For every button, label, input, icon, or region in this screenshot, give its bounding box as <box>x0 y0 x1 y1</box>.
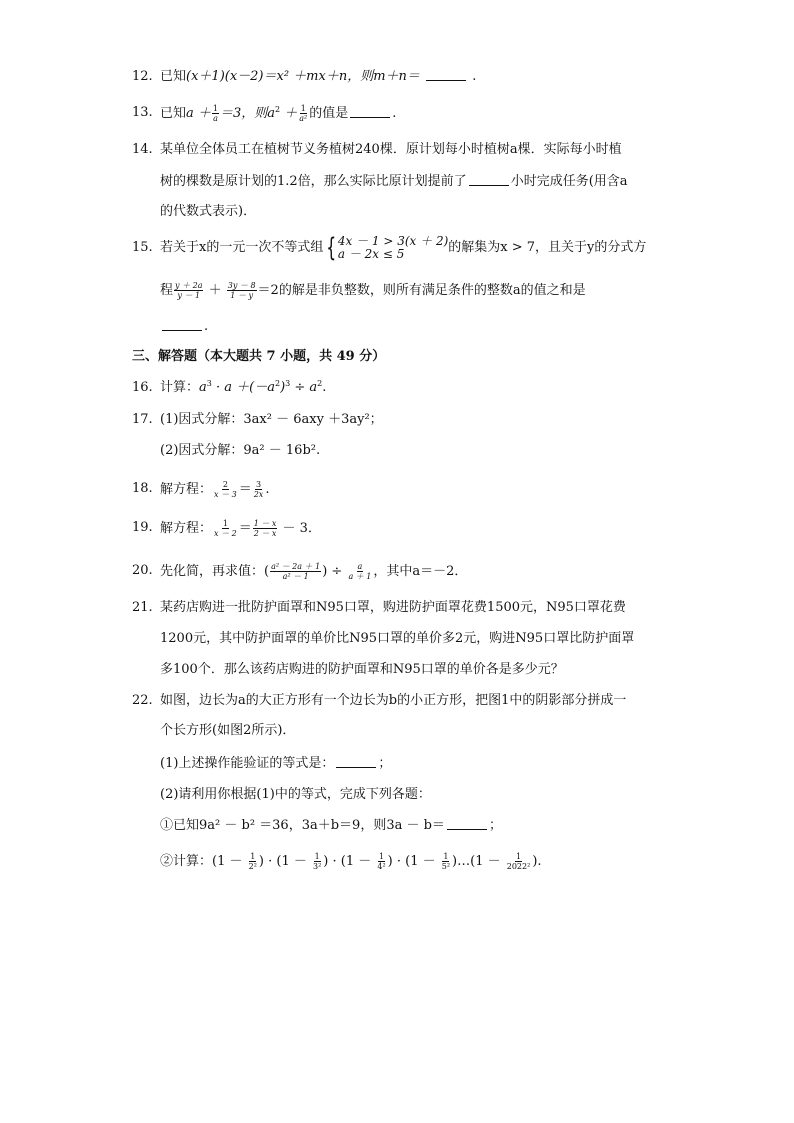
q21-line2: 1200元，其中防护面罩的单价比N95口罩的单价多2元，购进N95口罩比防护面罩 <box>160 631 635 646</box>
q12-blank <box>426 68 466 81</box>
q13-number: 13. <box>132 105 153 120</box>
q21-number: 21. <box>132 600 153 615</box>
q22-blank-2 <box>447 817 487 830</box>
q22-part1: (1)上述操作能验证的等式是： ； <box>160 756 392 771</box>
q12-number: 12. <box>132 69 153 84</box>
q20-text: 先化简，再求值：( $\frac{\text{a² － 2a ＋ 1}}{\text{a² － 1}}$ ) ÷ $\frac{a}{a + 1}$ ，其中a＝－2． <box>160 562 468 581</box>
q14-blank <box>469 173 509 186</box>
q20-number: 20. <box>132 563 153 578</box>
q14-line1: 某单位全体员工在植树节义务植树240棵．原计划每小时植树a棵．实际每小时植 <box>160 142 622 157</box>
q19-text: 解方程： $\frac{1}{x - 2}$ ＝ $\frac{1 - x}{2 - x}$ － 3． <box>160 519 321 538</box>
q15-line1: 若关于x的一元一次不等式组 { 4x － 1 > 3(x ＋ 2) a － 2x ≤ 5 的解集为x > 7，且关于y的分式方 <box>160 232 647 263</box>
q22-line2: 个长方形(如图2所示)． <box>160 723 296 738</box>
q21-line3: 多100个．那么该药店购进的防护面罩和N95口罩的单价各是多少元？ <box>160 662 564 677</box>
q14-number: 14. <box>132 142 153 157</box>
q14-line2: 树的棵数是原计划的1.2倍，那么实际比原计划提前了 小时完成任务(用含a <box>160 174 628 189</box>
q14-line3: 的代数式表示)． <box>160 204 257 219</box>
q15-blank <box>162 318 202 331</box>
q18-text: 解方程： $\frac{2}{x - 3}$ ＝ $\frac{3}{2x}$ . <box>160 480 270 499</box>
q16-text: 计算：$a^3 \cdot a +(-a^2)^3 \div a^2$. <box>160 379 327 395</box>
q15-number: 15. <box>132 240 153 255</box>
q17-part2: (2)因式分解：9a² － 16b². <box>160 443 321 458</box>
q22-number: 22. <box>132 693 153 708</box>
q22-item1: ①已知9a² － b² ＝36，3a＋b＝9，则3a － b＝ ； <box>160 818 502 833</box>
section-title: 三、解答题（本大题共 7 小题，共 49 分） <box>132 349 386 364</box>
q13-blank <box>350 105 390 118</box>
q22-line1: 如图，边长为a的大正方形有一个边长为b的小正方形，把图1中的阴影部分拼成一 <box>160 693 627 708</box>
q21-line1: 某药店购进一批防护面罩和N95口罩，购进防护面罩花费1500元，N95口罩花费 <box>160 600 626 615</box>
q15-line3: . <box>160 318 208 336</box>
q22-blank-1 <box>336 755 376 768</box>
q17-number: 17. <box>132 412 153 427</box>
q18-number: 18. <box>132 481 153 496</box>
q15-line2: 程 $\frac{y + 2a}{y - 1}$ ＋ $\frac{3y - 8}{1 - y}$ ＝2的解是非负整数，则所有满足条件的整数a的值之和是 <box>160 281 586 300</box>
q22-item2: ②计算：(1 － $\frac{1}{\text{2²}}$ ) · (1 － $\frac{1}{\text{3²}}$ ) · (1 － $\frac{1}{\text{4²}}$ ) · (1 － $\frac{1}{\text{5²}}$ )…(1 － $\frac{1}{\text{2022²}}$ ). <box>160 852 542 871</box>
q16-number: 16. <box>132 380 153 395</box>
q13-text: 已知a ＋ $\frac{1}{a}$ ＝3，则$a^2$ ＋ $\frac{1}{\text{a²}}$ 的值是 . <box>160 104 397 123</box>
q12-text: 已知(x＋1)(x－2)＝x² ＋mx＋n，则m＋n＝ . <box>160 69 477 84</box>
q17-part1: (1)因式分解：3ax² － 6axy ＋3ay²； <box>160 412 383 427</box>
q19-number: 19. <box>132 520 153 535</box>
q22-part2: (2)请利用你根据(1)中的等式，完成下列各题： <box>160 787 431 802</box>
